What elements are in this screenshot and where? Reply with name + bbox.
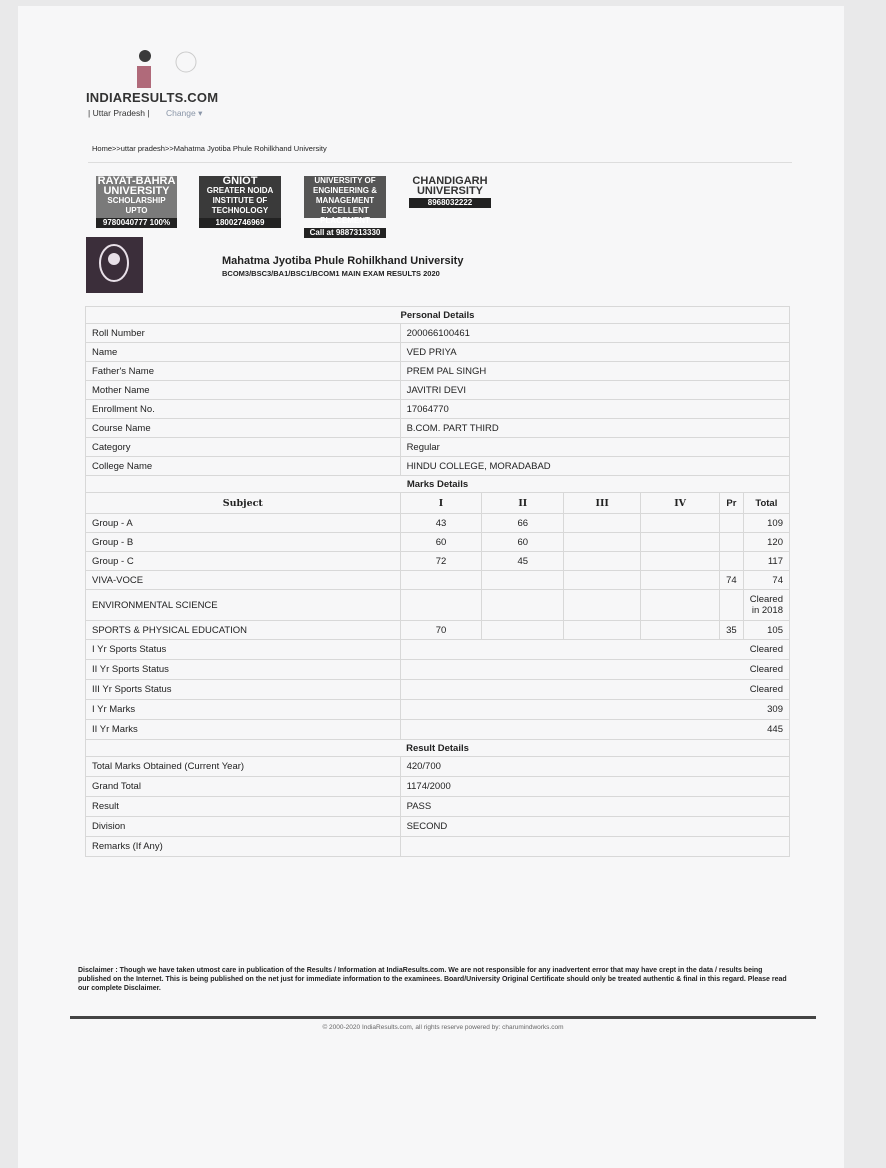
disclaimer-text: Disclaimer : Though we have taken utmost care in publication of the Results / Information at IndiaResults.com. We are not responsible for any inadvertent error that may have crept in the data / results being published on the Internet. This is being published on the net just for immediate information to the examinees. Board/University Original Certificate should only be treated authentic & final in this regard. Please read our complete Disclaimer. [78, 967, 787, 992]
field-label: College Name [86, 457, 401, 476]
status-value: 309 [400, 700, 789, 720]
col-ii: II [482, 493, 564, 514]
mark-pr [720, 552, 744, 571]
state-name: | Uttar Pradesh | [88, 108, 150, 118]
mark-ii: 66 [482, 514, 564, 533]
mark-pr [720, 514, 744, 533]
result-row [86, 797, 790, 817]
ad-banner-rayat-bahra[interactable] [96, 175, 177, 227]
ad-phone: 9780040777 100% [96, 218, 177, 228]
status-row [86, 720, 790, 740]
result-label: Total Marks Obtained (Current Year) [86, 757, 401, 777]
ad-line: EXCELLENT PLACEMENT [320, 206, 370, 225]
marks-details-heading: Marks Details [86, 476, 790, 493]
field-value: 200066100461 [400, 324, 789, 343]
marks-header-row [86, 493, 790, 514]
subject: VIVA-VOCE [86, 571, 401, 590]
field-value: Regular [400, 438, 789, 457]
ad-title: CHANDIGARH UNIVERSITY [412, 175, 488, 197]
field-label: Father's Name [86, 362, 401, 381]
mark-iv [641, 533, 720, 552]
mark-ii: 45 [482, 552, 564, 571]
mark-i: 60 [400, 533, 482, 552]
subject: SPORTS & PHYSICAL EDUCATION [86, 621, 401, 640]
marks-row [86, 590, 790, 621]
ad-phone: 8968032222 [409, 198, 491, 208]
mark-total: 117 [743, 552, 789, 571]
status-row [86, 660, 790, 680]
state-selector [88, 108, 202, 119]
personal-row [86, 362, 790, 381]
col-iv: IV [641, 493, 720, 514]
field-label: Category [86, 438, 401, 457]
ad-phone: Call at 9887313330 [304, 228, 386, 238]
status-value: Cleared [400, 660, 789, 680]
subject: Group - A [86, 514, 401, 533]
mark-total: Cleared in 2018 [743, 590, 789, 621]
result-value: SECOND [400, 817, 789, 837]
mark-iv [641, 590, 720, 621]
mark-pr: 35 [720, 621, 744, 640]
result-label: Remarks (If Any) [86, 837, 401, 857]
mark-iii [564, 552, 641, 571]
field-value: B.COM. PART THIRD [400, 419, 789, 438]
mark-pr [720, 533, 744, 552]
field-label: Roll Number [86, 324, 401, 343]
field-label: Name [86, 343, 401, 362]
status-label: I Yr Marks [86, 700, 401, 720]
result-label: Result [86, 797, 401, 817]
result-table [85, 306, 790, 857]
mark-i: 43 [400, 514, 482, 533]
university-title: Mahatma Jyotiba Phule Rohilkhand University [222, 255, 464, 267]
mark-ii: 60 [482, 533, 564, 552]
personal-row [86, 419, 790, 438]
status-label: II Yr Marks [86, 720, 401, 740]
ad-banner-gniot[interactable] [199, 175, 281, 227]
subject: ENVIRONMENTAL SCIENCE [86, 590, 401, 621]
field-label: Course Name [86, 419, 401, 438]
ad-banner-chandigarh[interactable] [409, 176, 491, 218]
result-row [86, 757, 790, 777]
footer-divider [70, 1016, 816, 1019]
ad-title: GNIOT [222, 175, 258, 187]
mark-iv [641, 552, 720, 571]
mark-ii [482, 571, 564, 590]
university-crest-icon [86, 237, 143, 293]
mark-i: 72 [400, 552, 482, 571]
mark-iv [641, 514, 720, 533]
result-details-heading: Result Details [86, 740, 790, 757]
field-value: VED PRIYA [400, 343, 789, 362]
personal-row [86, 324, 790, 343]
site-logo[interactable]: INDIARESULTS.COM [86, 90, 219, 105]
mark-iv [641, 571, 720, 590]
status-value: 445 [400, 720, 789, 740]
copyright-text: © 2000-2020 IndiaResults.com, all rights reserve powered by: charumindworks.com [322, 1024, 564, 1031]
personal-row [86, 457, 790, 476]
status-row [86, 680, 790, 700]
mark-total: 74 [743, 571, 789, 590]
mark-iii [564, 514, 641, 533]
status-row [86, 700, 790, 720]
mark-i: 70 [400, 621, 482, 640]
field-label: Mother Name [86, 381, 401, 400]
personal-row [86, 381, 790, 400]
field-value: JAVITRI DEVI [400, 381, 789, 400]
col-i: I [400, 493, 482, 514]
mark-total: 109 [743, 514, 789, 533]
mark-iii [564, 571, 641, 590]
ad-title: RAYAT-BAHRA UNIVERSITY [97, 175, 176, 197]
result-value: 420/700 [400, 757, 789, 777]
ad-phone: 18002746969 [199, 218, 281, 228]
col-total: Total [743, 493, 789, 514]
indiaresults-logo-icon [136, 48, 154, 88]
mark-ii [482, 590, 564, 621]
result-label: Grand Total [86, 777, 401, 797]
field-value: 17064770 [400, 400, 789, 419]
col-iii: III [564, 493, 641, 514]
exam-subtitle: BCOM3/BSC3/BA1/BSC1/BCOM1 MAIN EXAM RESULTS 2020 [222, 269, 440, 278]
field-value: HINDU COLLEGE, MORADABAD [400, 457, 789, 476]
marks-row [86, 571, 790, 590]
divider [88, 162, 792, 163]
ad-title: UNIVERSITY OF ENGINEERING & MANAGEMENT [312, 176, 377, 205]
status-value: Cleared [400, 640, 789, 660]
result-row [86, 817, 790, 837]
marks-row [86, 514, 790, 533]
marks-row [86, 621, 790, 640]
marks-row [86, 533, 790, 552]
mark-ii [482, 621, 564, 640]
result-value [400, 837, 789, 857]
mark-iii [564, 590, 641, 621]
mark-i [400, 571, 482, 590]
mark-iv [641, 621, 720, 640]
marks-row [86, 552, 790, 571]
subject: Group - B [86, 533, 401, 552]
mark-pr [720, 590, 744, 621]
mark-iii [564, 533, 641, 552]
ad-banner-uem[interactable] [304, 176, 386, 237]
ad-line: GREATER NOIDA INSTITUTE OF TECHNOLOGY [206, 186, 274, 215]
status-value: Cleared [400, 680, 789, 700]
result-row [86, 837, 790, 857]
status-label: I Yr Sports Status [86, 640, 401, 660]
subject: Group - C [86, 552, 401, 571]
status-label: II Yr Sports Status [86, 660, 401, 680]
status-row [86, 640, 790, 660]
result-value: 1174/2000 [400, 777, 789, 797]
personal-row [86, 343, 790, 362]
result-value: PASS [400, 797, 789, 817]
personal-row [86, 438, 790, 457]
mark-iii [564, 621, 641, 640]
result-label: Division [86, 817, 401, 837]
personal-details-heading: Personal Details [86, 307, 790, 324]
result-row [86, 777, 790, 797]
mark-total: 120 [743, 533, 789, 552]
mark-total: 105 [743, 621, 789, 640]
mark-i [400, 590, 482, 621]
status-label: III Yr Sports Status [86, 680, 401, 700]
breadcrumb[interactable]: Home>>uttar pradesh>>Mahatma Jyotiba Phule Rohilkhand University [92, 144, 327, 153]
col-subject: Subject [86, 493, 401, 514]
col-pr: Pr [720, 493, 744, 514]
field-label: Enrollment No. [86, 400, 401, 419]
personal-row [86, 400, 790, 419]
mark-pr: 74 [720, 571, 744, 590]
change-state-link[interactable]: Change ▾ [165, 108, 203, 118]
ad-line: SCHOLARSHIP UPTO [107, 196, 166, 215]
field-value: PREM PAL SINGH [400, 362, 789, 381]
